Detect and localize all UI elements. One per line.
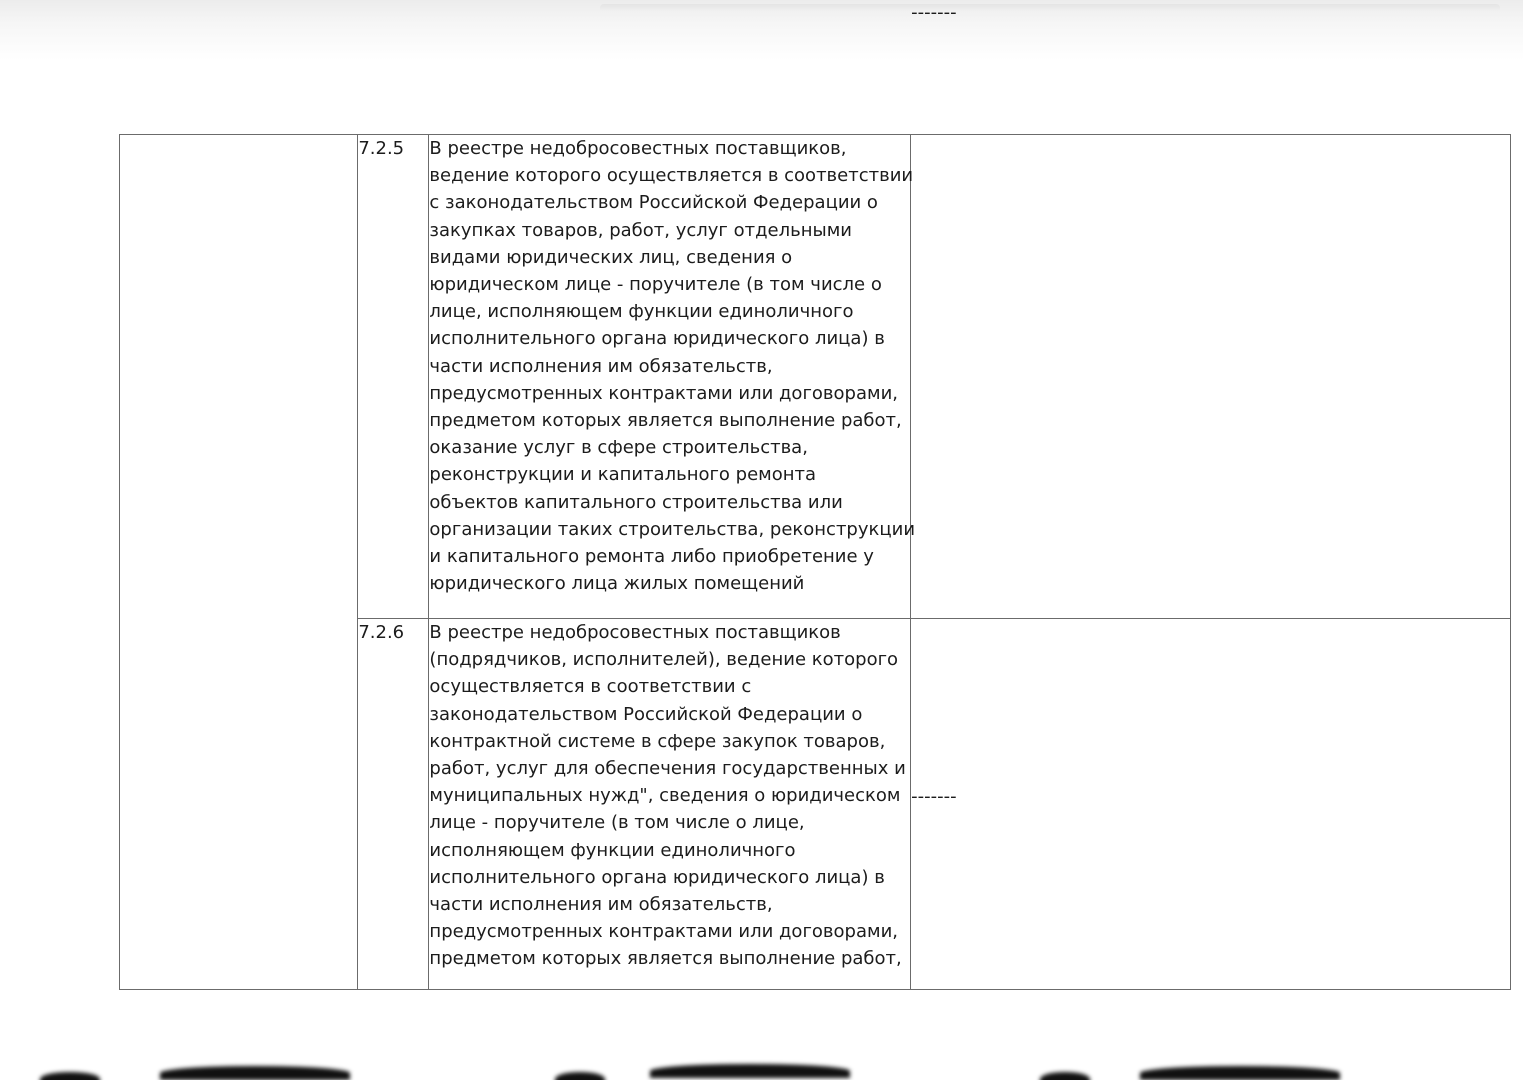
scan-smudge	[160, 1066, 350, 1080]
text-line: реконструкции и капитального ремонта	[429, 464, 817, 486]
text-line: контрактной системе в сфере закупок товаров,	[429, 730, 886, 752]
text-line: части исполнения им обязательств,	[429, 355, 773, 377]
text-line: исполнительного органа юридического лица) в	[429, 866, 885, 888]
text-line: юридического лица жилых помещений	[429, 573, 805, 595]
text-line: предметом которых является выполнение работ,	[429, 948, 902, 970]
text-line: организации таких строительства, реконструкции	[429, 518, 916, 540]
scan-smudge	[555, 1072, 605, 1080]
text-line: предметом которых является выполнение работ,	[429, 410, 902, 432]
text-line: исполняющем функции единоличного	[429, 839, 796, 861]
text-line: осуществляется в соответствии с	[429, 676, 752, 698]
text-line: работ, услуг для обеспечения государственных и	[429, 758, 906, 780]
text-line: части исполнения им обязательств,	[429, 894, 773, 916]
scan-smudge	[650, 1064, 850, 1078]
text-line: закупках товаров, работ, услуг отдельными	[429, 219, 852, 241]
text-line: ведение которого осуществляется в соответствии	[429, 165, 914, 187]
text-line: с законодательством Российской Федерации о	[429, 192, 878, 214]
text-line: предусмотренных контрактами или договорами,	[429, 382, 898, 404]
item-value-cell	[911, 619, 1511, 990]
text-line: лице - поручителе (в том числе о лице,	[429, 812, 805, 834]
text-line: законодательством Российской Федерации о	[429, 703, 863, 725]
text-line: исполнительного органа юридического лица) в	[429, 328, 885, 350]
item-number: 7.2.5	[358, 138, 405, 159]
scan-smudge	[1140, 1066, 1340, 1080]
item-value: -------	[911, 2, 957, 23]
item-text-cell	[429, 619, 911, 990]
item-number: 7.2.6	[358, 622, 405, 643]
text-line: (подрядчиков, исполнителей), ведение которого	[429, 649, 899, 671]
text-line: лице, исполняющем функции единоличного	[429, 301, 854, 323]
table-row	[120, 135, 1511, 619]
item-text-cell	[429, 135, 916, 619]
text-line: оказание услуг в сфере строительства,	[429, 437, 808, 459]
item-number-cell	[358, 619, 429, 990]
item-value-cell	[911, 2, 1511, 619]
text-line: видами юридических лиц, сведения о	[429, 246, 793, 268]
text-line: объектов капитального строительства или	[429, 491, 843, 513]
merged-empty-cell	[120, 135, 358, 990]
scan-smudge	[40, 1072, 100, 1080]
scan-smudge	[1040, 1072, 1090, 1080]
text-line: В реестре недобросовестных поставщиков,	[429, 138, 847, 159]
text-line: и капитального ремонта либо приобретение у	[429, 546, 874, 568]
item-number-cell	[358, 135, 429, 619]
text-line: предусмотренных контрактами или договорами,	[429, 921, 898, 943]
text-line: муниципальных нужд", сведения о юридическом	[429, 785, 901, 807]
item-value: -------	[911, 786, 957, 807]
text-line: юридическом лице - поручителе (в том числе о	[429, 274, 882, 296]
text-line: В реестре недобросовестных поставщиков	[429, 622, 841, 643]
requirements-table	[119, 2, 1511, 990]
